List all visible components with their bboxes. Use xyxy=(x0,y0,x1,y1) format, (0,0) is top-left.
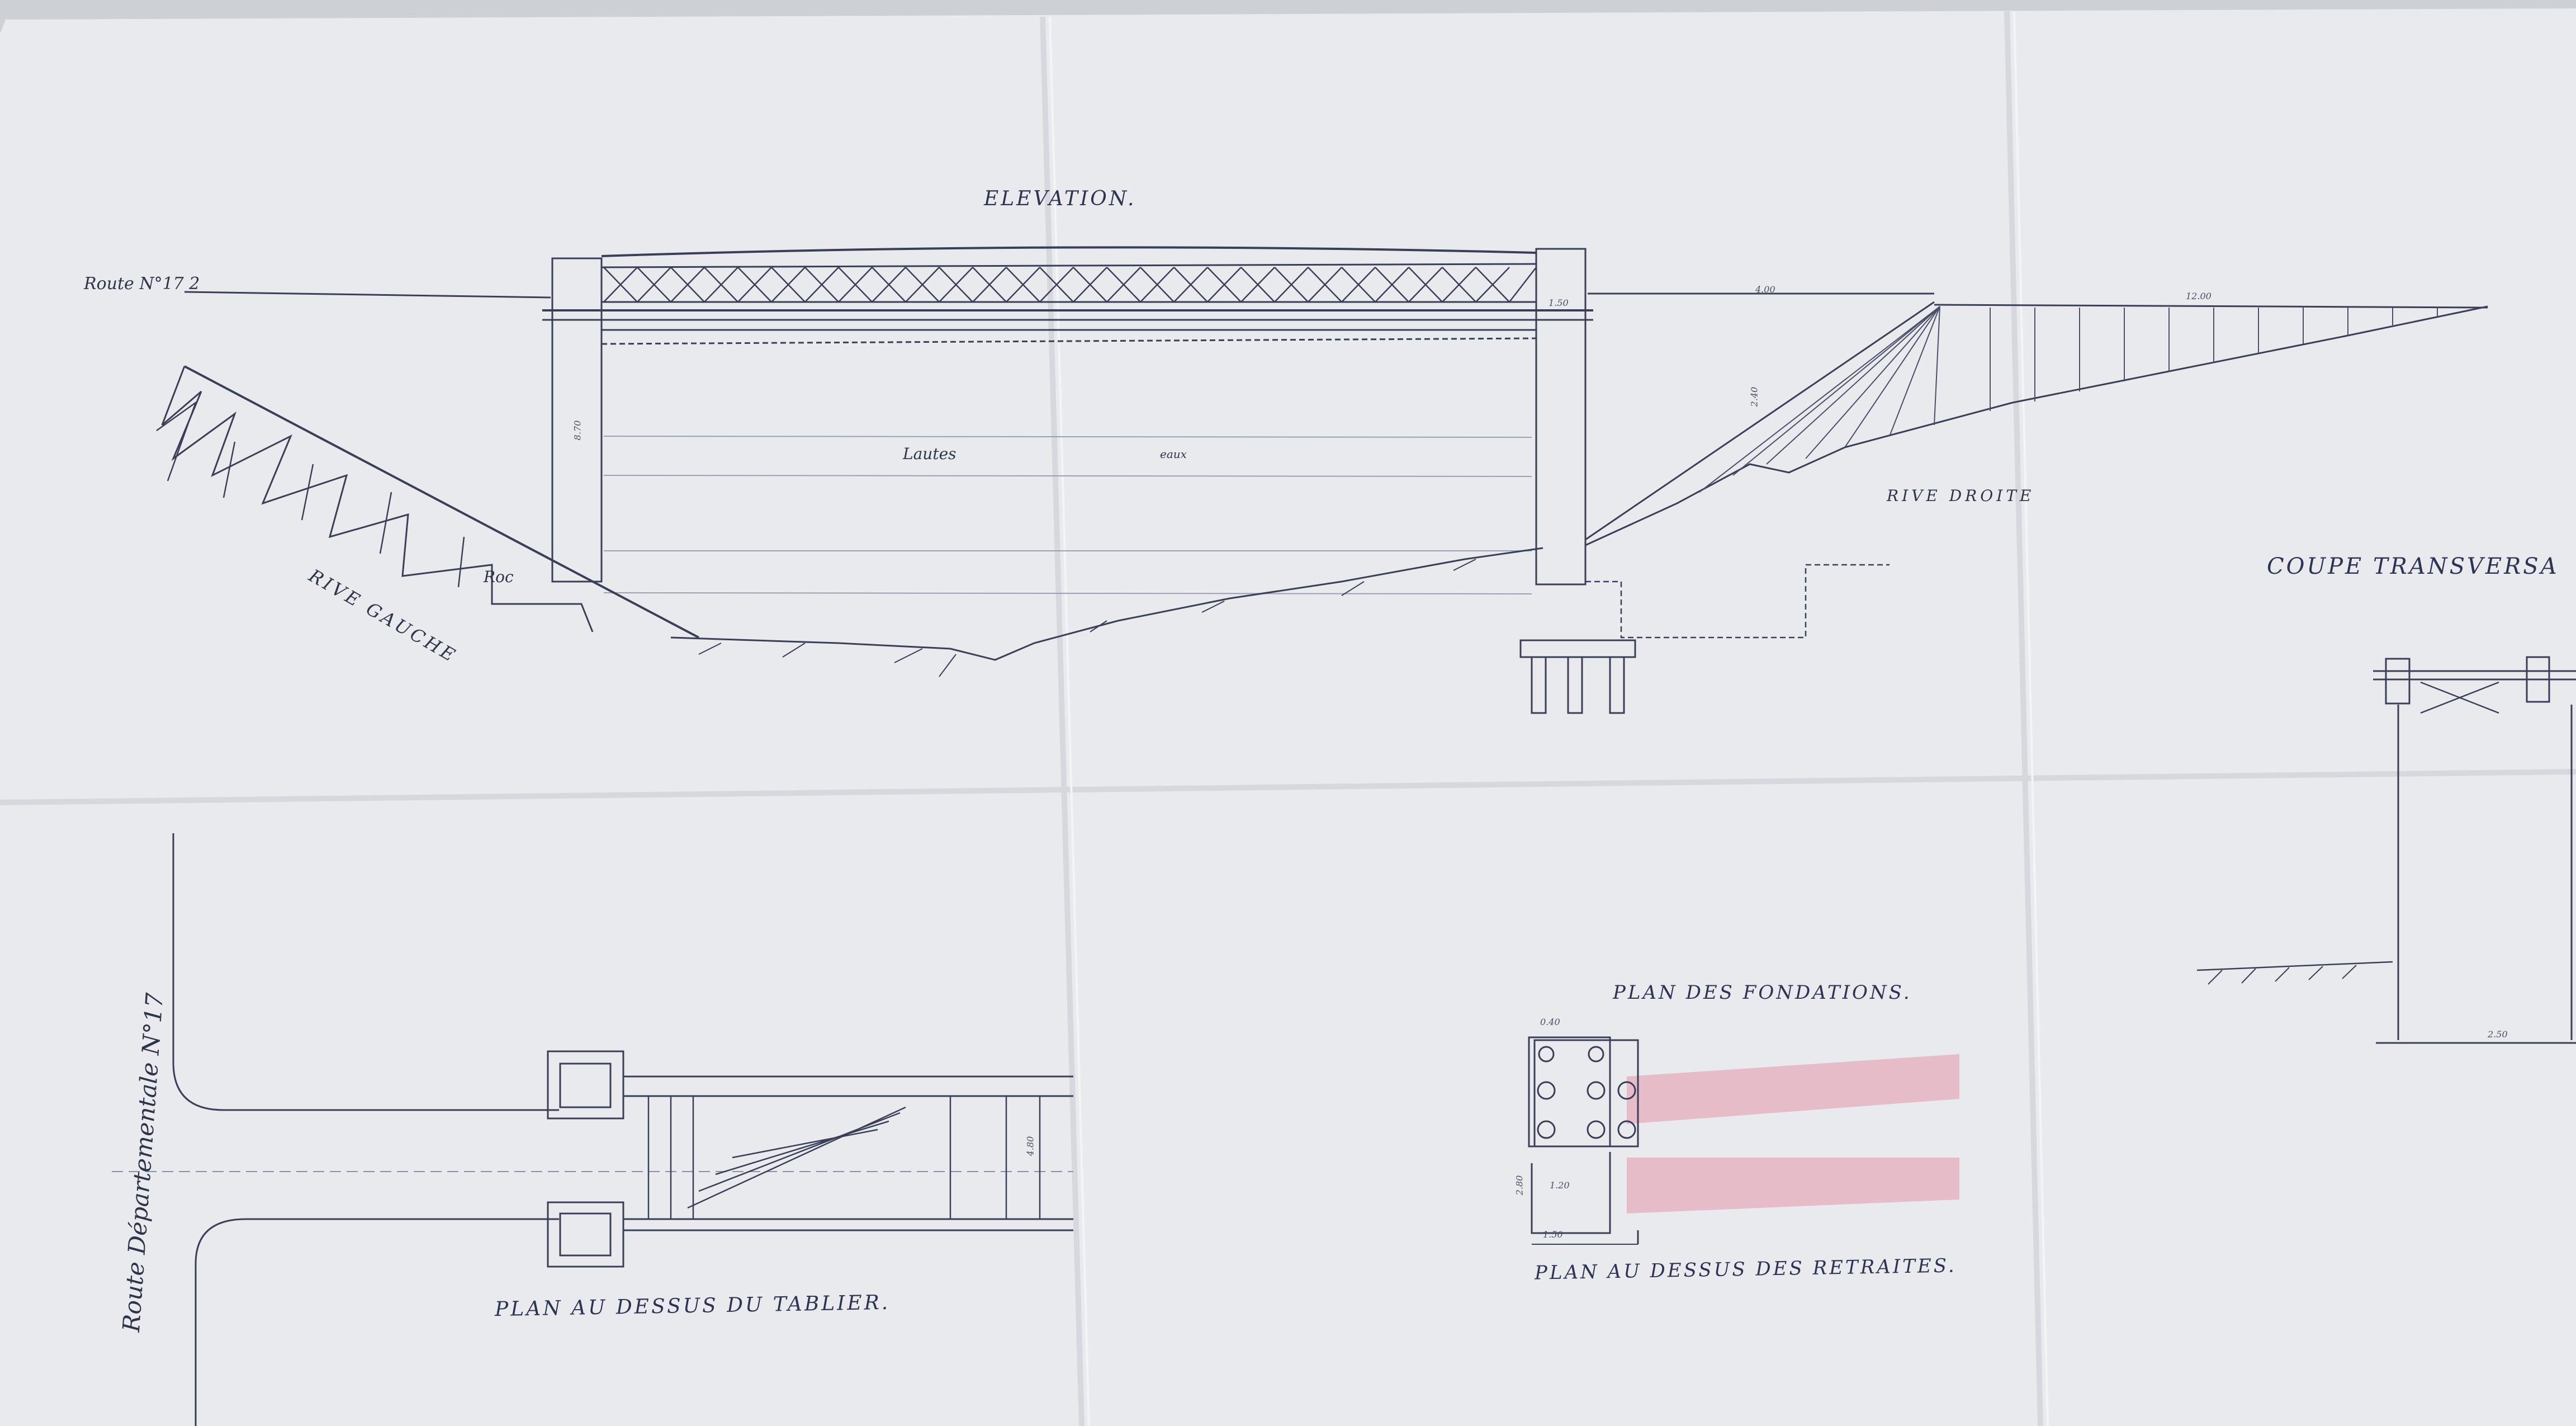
roc-label: Roc xyxy=(484,568,514,586)
dim-small: 0.40 xyxy=(1540,1017,1560,1027)
route-departementale-label: Route Départementale N°17 xyxy=(117,991,169,1333)
route-number-label: Route N°17 2 xyxy=(84,274,200,294)
eaux-label: eaux xyxy=(1160,447,1187,461)
plan-tablier-title: PLAN AU DESSUS DU TABLIER. xyxy=(494,1291,891,1321)
rive-droite-label: RIVE DROITE xyxy=(1887,487,2035,505)
plan-retraites-title: PLAN AU DESSUS DES RETRAITES. xyxy=(1534,1254,1957,1285)
plan-fondations-title: PLAN DES FONDATIONS. xyxy=(1613,981,1912,1004)
dim-foot: 1.20 xyxy=(1550,1180,1570,1191)
dim-section: 2.50 xyxy=(2488,1029,2508,1040)
rive-gauche-label: RIVE GAUCHE xyxy=(305,565,461,667)
dim-pier: 1.50 xyxy=(1549,298,1569,308)
lautes-label: Lautes xyxy=(903,445,956,463)
dim-span: 12.00 xyxy=(2186,291,2212,301)
paper xyxy=(0,8,2576,1426)
dim-deck: 4.00 xyxy=(1755,284,1775,295)
elevation-title: ELEVATION. xyxy=(984,187,1137,210)
dim-found-height: 2.80 xyxy=(1514,1175,1525,1196)
dim-found-width: 1.50 xyxy=(1543,1229,1563,1240)
dim-bank: 2.40 xyxy=(1749,386,1760,407)
dim-height: 8.70 xyxy=(572,420,583,441)
coupe-title: COUPE TRANSVERSA xyxy=(2267,554,2559,579)
dim-width: 4.80 xyxy=(1025,1136,1036,1156)
